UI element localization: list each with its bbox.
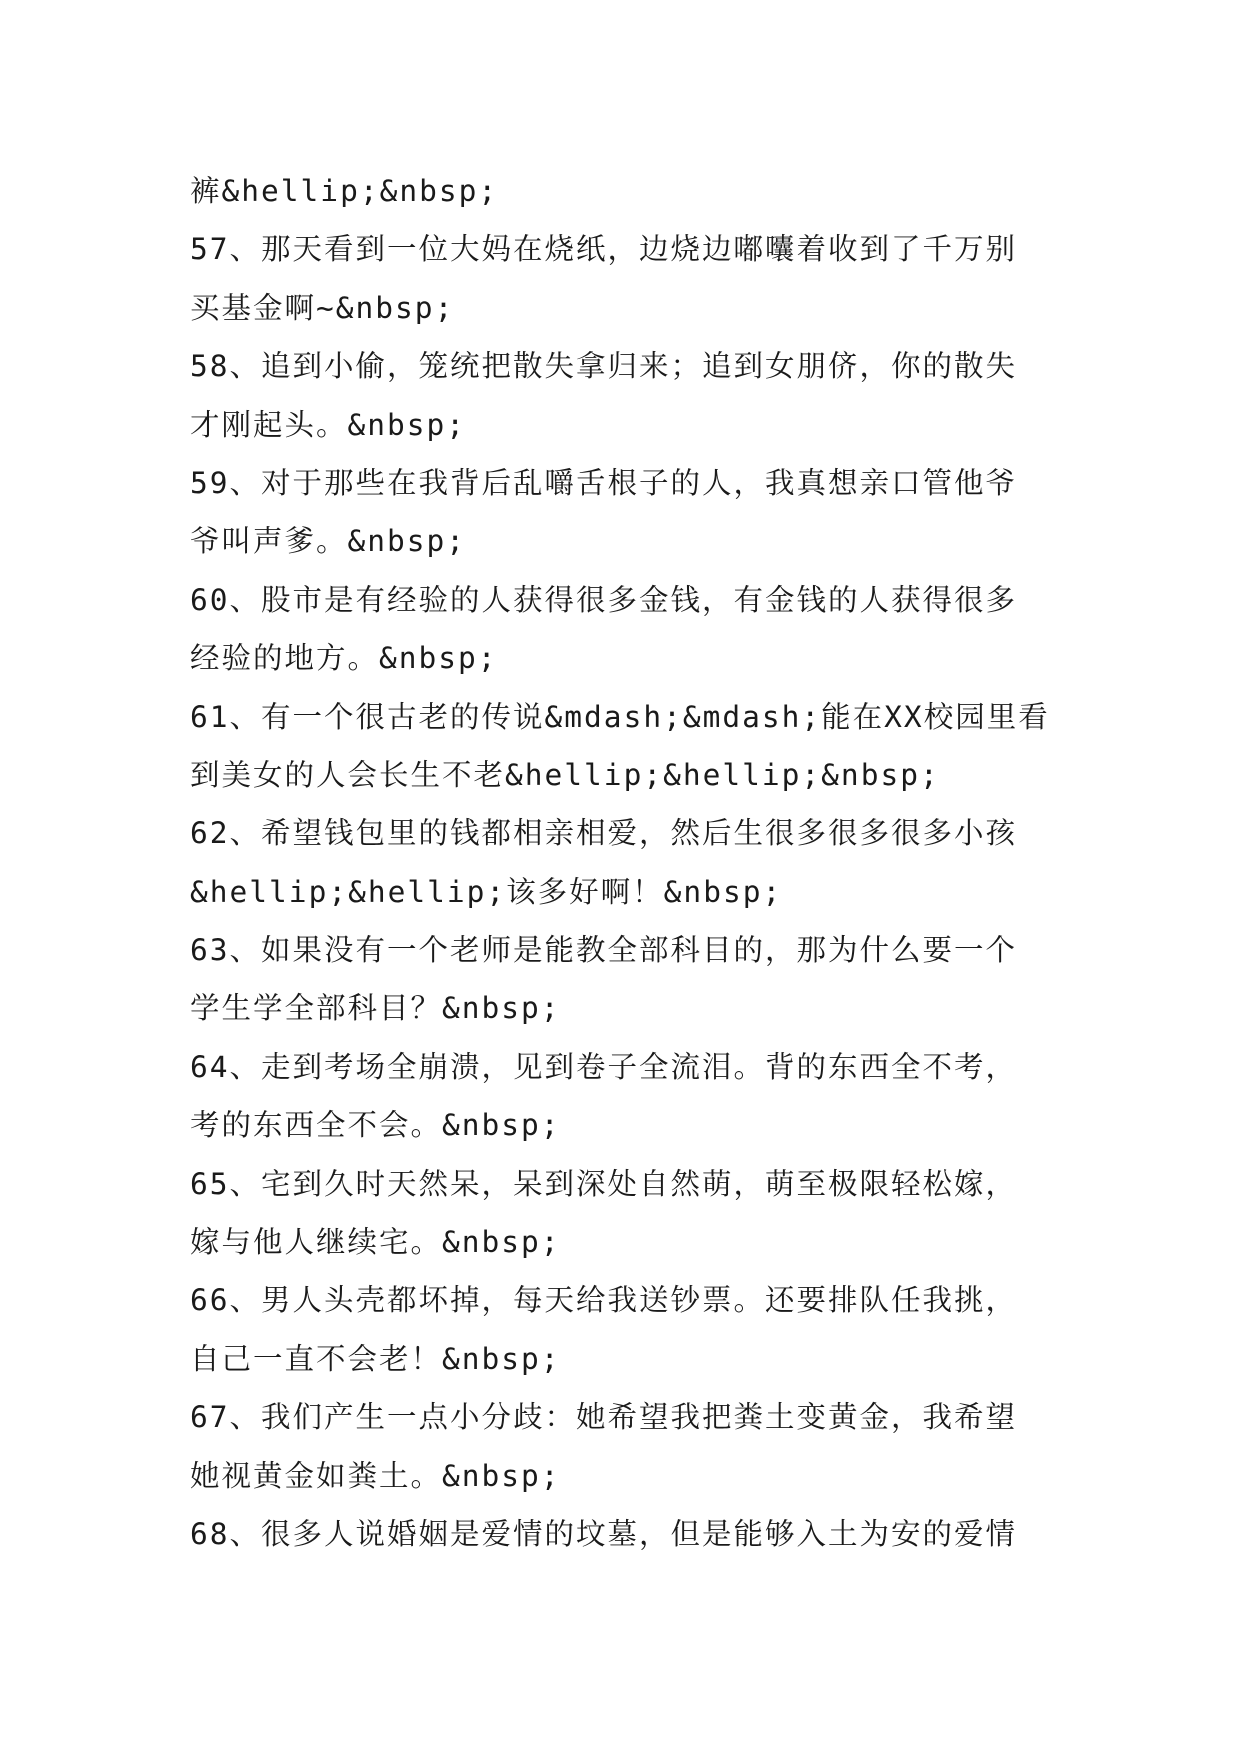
text-line: 67、我们产生一点小分歧：她希望我把粪土变黄金，我希望 (190, 1400, 1018, 1435)
text-line: 60、股市是有经验的人获得很多金钱，有金钱的人获得很多 (190, 582, 1018, 617)
text-line: 68、很多人说婚姻是爱情的坟墓，但是能够入土为安的爱情 (190, 1516, 1018, 1551)
document-body (190, 162, 1080, 1563)
text-line: 59、对于那些在我背后乱嚼舌根子的人，我真想亲口管他爷 (190, 465, 1018, 500)
text-line: 爷叫声爹。&nbsp; (190, 524, 467, 559)
text-line: 到美女的人会长生不老&hellip;&hellip;&nbsp; (190, 757, 940, 792)
text-line: 61、有一个很古老的传说&mdash;&mdash;能在XX校园里看 (190, 699, 1050, 734)
text-line: 66、男人头壳都坏掉，每天给我送钞票。还要排队任我挑， (190, 1283, 1018, 1318)
text-line: 65、宅到久时天然呆，呆到深处自然萌，萌至极限轻松嫁， (190, 1166, 1018, 1201)
text-line: 买基金啊~&nbsp; (190, 290, 455, 325)
text-line: 才刚起头。&nbsp; (190, 407, 467, 442)
text-line: 考的东西全不会。&nbsp; (190, 1108, 561, 1143)
text-line: 裤&hellip;&nbsp; (190, 174, 499, 208)
text-line: 63、如果没有一个老师是能教全部科目的，那为什么要一个 (190, 933, 1018, 968)
text-line: 嫁与他人继续宅。&nbsp; (190, 1225, 561, 1260)
text-line: 57、那天看到一位大妈在烧纸，边烧边嘟囔着收到了千万别 (190, 232, 1018, 267)
text-line: 自己一直不会老！&nbsp; (190, 1341, 561, 1376)
text-line: 她视黄金如粪土。&nbsp; (190, 1458, 561, 1493)
text-line: 58、追到小偷，笼统把散失拿归来；追到女朋侪，你的散失 (190, 349, 1018, 384)
text-line: 经验的地方。&nbsp; (190, 641, 498, 676)
text-line: 62、希望钱包里的钱都相亲相爱，然后生很多很多很多小孩 (190, 816, 1018, 851)
text-line: 64、走到考场全崩溃，见到卷子全流泪。背的东西全不考， (190, 1049, 1018, 1084)
text-line: &hellip;&hellip;该多好啊！&nbsp; (190, 874, 783, 909)
text-line: 学生学全部科目？&nbsp; (190, 991, 561, 1026)
